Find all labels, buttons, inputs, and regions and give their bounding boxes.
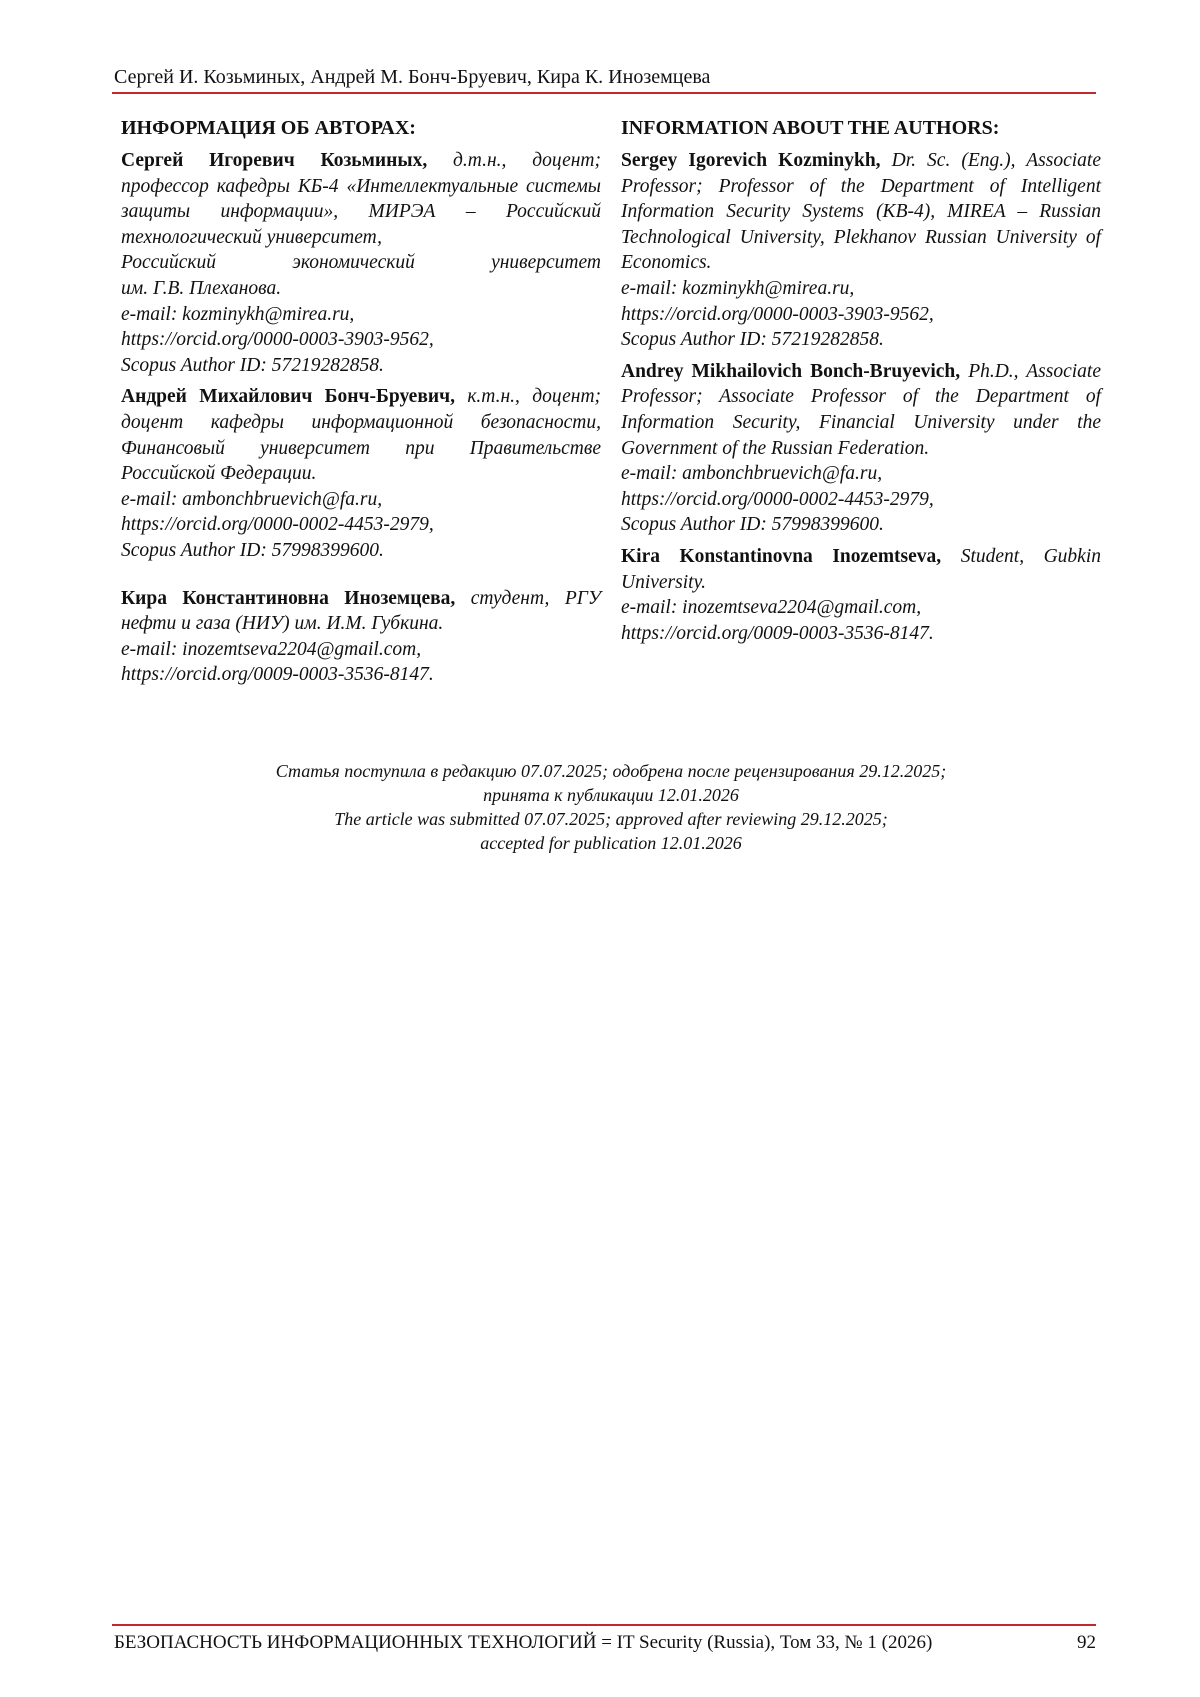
author-orcid: https://orcid.org/0000-0003-3903-9562, (621, 303, 934, 325)
author-orcid: https://orcid.org/0000-0002-4453-2979, (121, 514, 434, 536)
authors-ru-heading: ИНФОРМАЦИЯ ОБ АВТОРАХ: (121, 117, 416, 139)
author-affiliation: к.т.н., доцент; доцент кафедры информационной безопасности, Финансовый университет при Правительстве Российской Федерации. (121, 386, 602, 485)
author-name: Andrey Mikhailovich Bonch-Bruyevich, (621, 360, 961, 382)
page-number: 92 (1077, 1632, 1096, 1653)
footer-rule (112, 1624, 1096, 1626)
author-name: Sergey Igorevich Kozminykh, (621, 150, 881, 171)
author-orcid: https://orcid.org/0009-0003-3536-8147. (121, 664, 434, 686)
author-en-inozemtseva (621, 544, 1101, 646)
running-header: Сергей И. Козьминых, Андрей М. Бонч-Бруевич, Кира К. Иноземцева (114, 66, 711, 88)
author-name: Сергей Игоревич Козьминых, (121, 150, 428, 171)
author-email: e-mail: inozemtseva2204@gmail.com, (621, 597, 922, 619)
author-email: e-mail: kozminykh@mirea.ru, (121, 303, 355, 325)
author-name: Андрей Михайлович Бонч-Бруевич, (121, 386, 455, 408)
author-en-bonch-bruyevich (621, 359, 1101, 538)
author-ru-inozemtseva (121, 586, 601, 688)
author-affiliation: Dr. Sc. (Eng.), Associate Professor; Professor of the Department of Intelligent Information Security Systems (KB-4), MIREA – Russian Technological University, Plekhanov Russian University of Economics. (621, 150, 1101, 274)
submission-dates (121, 759, 1101, 855)
author-ru-kozminykh (121, 148, 601, 378)
author-affiliation: Student, Gubkin University. (621, 545, 1101, 593)
dates-ru-line-2: принята к публикации 12.01.2026 (483, 785, 739, 805)
affiliation-word: экономический (292, 252, 415, 274)
author-name: Кира Константиновна Иноземцева, (121, 587, 456, 609)
author-orcid: https://orcid.org/0009-0003-3536-8147. (621, 622, 934, 644)
author-scopus: Scopus Author ID: 57219282858. (121, 354, 384, 376)
author-name: Kira Konstantinovna Inozemtseva, (621, 545, 942, 567)
dates-en-line-1: The article was submitted 07.07.2025; approved after reviewing 29.12.2025; (334, 809, 888, 829)
author-email: e-mail: inozemtseva2204@gmail.com, (121, 638, 422, 660)
dates-en-line-2: accepted for publication 12.01.2026 (480, 833, 742, 853)
author-orcid: https://orcid.org/0000-0003-3903-9562, (121, 329, 434, 351)
author-en-kozminykh (621, 148, 1101, 353)
author-email: e-mail: kozminykh@mirea.ru, (621, 277, 855, 299)
author-affiliation: студент, РГУ нефти и газа (НИУ) им. И.М. Губкина. (121, 587, 601, 635)
affiliation-spread-line (121, 250, 601, 276)
dates-ru-line-1: Статья поступила в редакцию 07.07.2025; одобрена после рецензирования 29.12.2025; (275, 761, 947, 781)
author-scopus: Scopus Author ID: 57998399600. (121, 539, 384, 561)
authors-ru-column (121, 114, 601, 694)
author-affiliation: Ph.D., Associate Professor; Associate Professor of the Department of Information Security, Financial University under the Government of the Russian Federation. (621, 360, 1101, 459)
page-footer (114, 1630, 1096, 1656)
header-rule (112, 92, 1096, 94)
journal-citation: БЕЗОПАСНОСТЬ ИНФОРМАЦИОННЫХ ТЕХНОЛОГИЙ = IT Security (Russia), Том 33, № 1 (2026) (114, 1632, 933, 1653)
author-ru-bonch-bruevich (121, 384, 601, 563)
affiliation-word: университет (491, 252, 601, 274)
authors-en-heading: INFORMATION ABOUT THE AUTHORS: (621, 117, 1000, 139)
author-email: e-mail: ambonchbruevich@fa.ru, (621, 463, 883, 485)
author-scopus: Scopus Author ID: 57998399600. (621, 514, 884, 536)
author-affiliation: д.т.н., доцент; профессор кафедры КБ-4 «Интеллектуальные системы защиты информации», МИРЭА – Российский технологический университет, (121, 150, 601, 248)
affiliation-word: Российский (121, 252, 217, 274)
author-orcid: https://orcid.org/0000-0002-4453-2979, (621, 488, 934, 510)
author-email: e-mail: ambonchbruevich@fa.ru, (121, 488, 383, 510)
author-scopus: Scopus Author ID: 57219282858. (621, 329, 884, 351)
authors-en-column (621, 114, 1101, 652)
author-affiliation-cont: им. Г.В. Плеханова. (121, 277, 282, 299)
